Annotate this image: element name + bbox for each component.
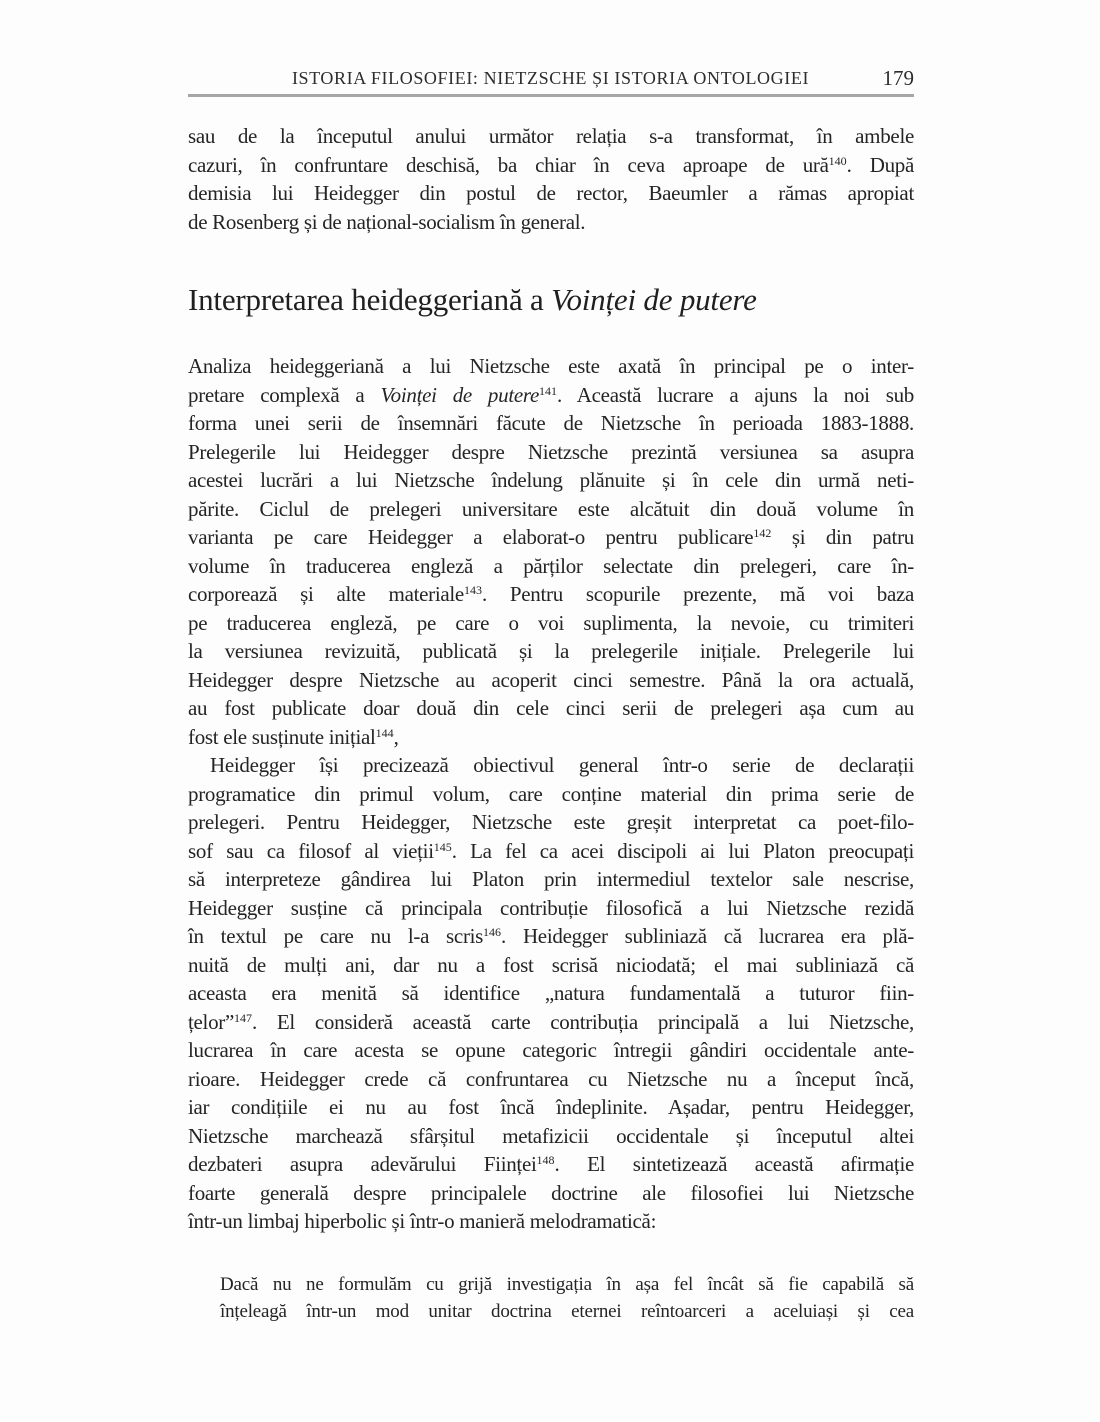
- text-line: sof sau ca filosof al vieții$^{145}$. La fel ca acei discipoli ai lui Platon preocupați: [188, 838, 914, 863]
- text-line: forma unei serii de însemnări făcute de Nietzsche în perioada 1883-1888.: [188, 411, 914, 435]
- text-line: demisia lui Heidegger din postul de rector, Baeumler a rămas apropiat: [188, 181, 914, 205]
- text-line: sau de la începutul anului următor relația s-a transformat, în ambele: [188, 124, 914, 148]
- text-line: fost ele susținute inițial$^{144}$,: [188, 724, 399, 749]
- section-heading-italic-title: Voinței de putere: [551, 282, 757, 317]
- text-line: Heidegger susține că principala contribuție filosofică a lui Nietzsche rezidă: [188, 895, 914, 920]
- text-line: Dacă nu ne formulăm cu grijă investigația în așa fel încât să fie capabilă să: [220, 1274, 914, 1295]
- text-line: rioare. Heidegger crede că confruntarea cu Nietzsche nu a început încă,: [188, 1066, 914, 1091]
- text-line: într-un limbaj hiperbolic și într-o manieră melodramatică:: [188, 1209, 657, 1233]
- text-line: să interpreteze gândirea lui Platon prin intermediul textelor sale nescrise,: [188, 867, 914, 891]
- text-line: lucrarea în care acesta se opune categoric întregii gândiri occidentale ante-: [188, 1038, 914, 1062]
- text-line: țelor”$^{147}$. El consideră această carte contribuția principală a lui Nietzsche,: [188, 1009, 914, 1034]
- text-line: Nietzsche marchează sfârșitul metafizicii occidentale și începutul altei: [188, 1123, 914, 1148]
- text-line: prelegeri. Pentru Heidegger, Nietzsche este greșit interpretat ca poet-filo-: [188, 810, 914, 834]
- text-line: dezbateri asupra adevărului Ființei$^{148}$. El sintetizează această afirmație: [188, 1152, 914, 1176]
- italic-work-title: Voinței de putere: [380, 382, 539, 407]
- text-line: înțeleagă într-un mod unitar doctrina eternei reîntoarceri a aceluiași și cea: [220, 1300, 914, 1322]
- text-line: volume în traducerea engleză a părților selectate din prelegeri, care în-: [188, 553, 914, 578]
- footnote-ref: 148: [536, 1153, 555, 1167]
- footnote-ref: 140: [828, 153, 847, 168]
- text-line: Heidegger își precizează obiectivul general într-o serie de declarații: [210, 753, 914, 777]
- paragraph-analiza-heideggeriana: [188, 352, 914, 751]
- text-line: cazuri, în confruntare deschisă, ba chiar în ceva aproape de ură$^{140}$. După: [188, 152, 914, 177]
- section-heading-regular: Interpretarea heideggeriană a: [188, 282, 552, 317]
- text-line: foarte generală despre principalele doctrine ale filosofiei lui Nietzsche: [188, 1180, 914, 1205]
- section-heading: [188, 280, 757, 320]
- footnote-ref: 142: [753, 526, 772, 540]
- header-rule: [188, 94, 914, 97]
- paragraph-continuation: [188, 122, 914, 236]
- footnote-ref: 145: [433, 839, 452, 854]
- footnote-ref: 141: [539, 383, 557, 398]
- text-line: iar condițiile ei nu au fost încă îndeplinite. Așadar, pentru Heidegger,: [188, 1095, 914, 1119]
- footnote-ref: 144: [375, 725, 394, 740]
- running-head-title: ISTORIA FILOSOFIEI: NIETZSCHE ȘI ISTORIA ONTOLOGIEI: [291, 68, 810, 88]
- page-number: 179: [882, 66, 914, 90]
- text-line: acestei lucrări a lui Nietzsche îndelung plănuite și în cele din urmă neti-: [188, 468, 914, 492]
- text-line: programatice din primul volum, care conține material din prima serie de: [188, 781, 914, 806]
- text-line: corporează și alte materiale$^{143}$. Pentru scopurile prezente, mă voi baza: [188, 582, 915, 606]
- footnote-ref: 143: [463, 583, 482, 597]
- text-line: varianta pe care Heidegger a elaborat-o pentru publicare$^{142}$ și din patru: [188, 525, 914, 549]
- text-line: părite. Ciclul de prelegeri universitare este alcătuit din două volume în: [188, 496, 914, 521]
- paragraph-obiectivul-general: [188, 751, 914, 1236]
- text-line: Analiza heideggeriană a lui Nietzsche este axată în principal pe o inter-: [188, 354, 914, 378]
- text-line: au fost publicate doar două din cele cinci serii de prelegeri așa cum au: [188, 696, 914, 720]
- text-line: nuită de mulți ani, dar nu a fost scrisă niciodată; el mai subliniază că: [188, 952, 914, 977]
- text-line: la versiunea revizuită, publicată și la prelegerile inițiale. Prelegerile lui: [188, 639, 914, 663]
- footnote-ref: 147: [234, 1010, 253, 1025]
- text-line: Heidegger despre Nietzsche au acoperit cinci semestre. Până la ora actuală,: [188, 667, 914, 692]
- text-line: în textul pe care nu l-a scris$^{146}$. Heidegger subliniază că lucrarea era plă-: [188, 924, 914, 948]
- text-line: pe traducerea engleză, pe care o voi suplimenta, la nevoie, cu trimiteri: [188, 610, 914, 635]
- text-line: pretare complexă a Voinței de putere$^{141}$. Această lucrare a ajuns la noi sub: [188, 382, 914, 407]
- text-line: de Rosenberg și de național-socialism în general.: [188, 209, 586, 234]
- text-line: aceasta era menită să identifice „natura fundamentală a tuturor fiin-: [188, 981, 914, 1005]
- block-quote: [220, 1272, 914, 1325]
- footnote-ref: 146: [483, 925, 502, 939]
- text-line: Prelegerile lui Heidegger despre Nietzsche prezintă versiunea sa asupra: [188, 439, 914, 464]
